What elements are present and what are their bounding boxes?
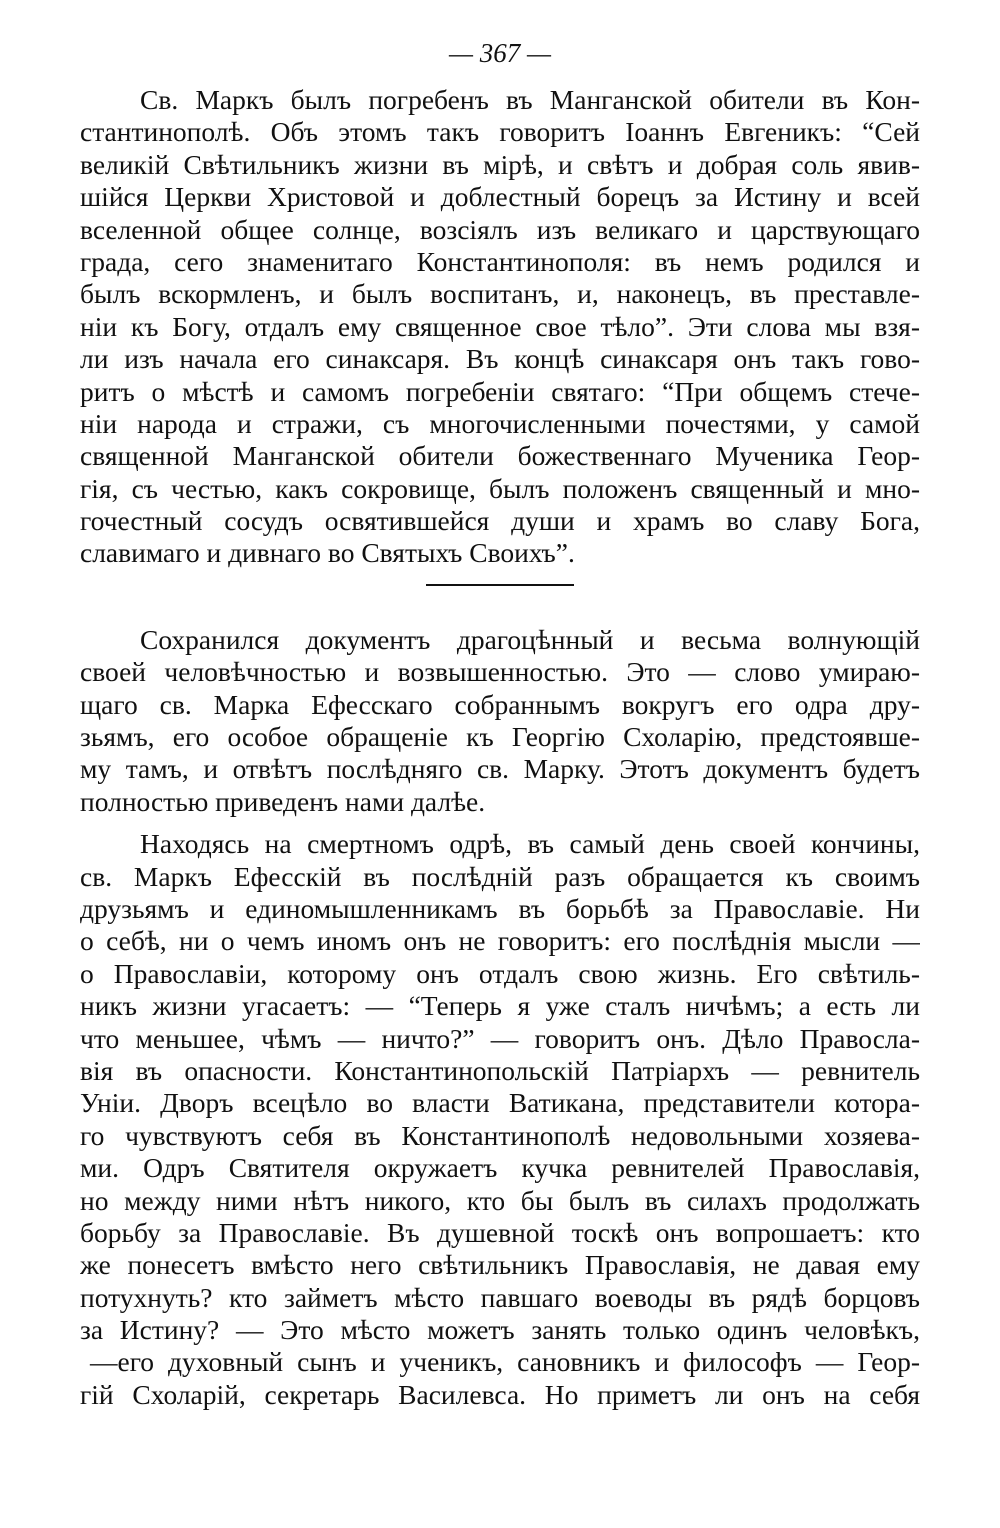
- text-line: никъ жизни угасаетъ: — “Теперь я уже сталъ ничѣмъ; а есть ли: [80, 990, 920, 1022]
- text-line: священной Манганской обители божественнаго Мученика Геор-: [80, 440, 920, 472]
- text-line: зьямъ, его особое обращеніе къ Георгію Схоларію, предстоявше-: [80, 721, 920, 753]
- text-line: ніи народа и стражи, съ многочисленными почестями, у самой: [80, 407, 920, 439]
- text-line: го чувствуютъ себя въ Константинополѣ недовольными хозяева-: [80, 1119, 920, 1151]
- text-line: св. Маркъ Ефесскій въ послѣдній разъ обращается къ своимъ: [80, 860, 920, 892]
- text-line: гій Схоларій, секретарь Василевса. Но приметъ ли онъ на себя: [80, 1378, 920, 1410]
- text-line: великій Свѣтильникъ жизни въ мірѣ, и свѣтъ и добрая соль явив-: [80, 148, 920, 180]
- text-line: друзьямъ и единомышленникамъ въ борьбѣ за Православіе. Ни: [80, 892, 920, 924]
- text-line: потухнуть? кто займетъ мѣсто павшаго воеводы въ рядѣ борцовъ: [80, 1281, 920, 1313]
- text-line: полностью приведенъ нами далѣе.: [80, 785, 486, 817]
- page-number: — 367 —: [448, 38, 551, 68]
- text-line: гія, съ честью, какъ сокровище, былъ положенъ священный и мно-: [80, 472, 920, 504]
- text-line: Сохранился документъ драгоцѣнный и весьма волнующій: [140, 623, 920, 655]
- text-line: за Истину? — Это мѣсто можетъ занять только одинъ человѣкъ,: [80, 1314, 920, 1346]
- text-line: Уніи. Дворъ всецѣло во власти Ватикана, представители которa-: [80, 1087, 920, 1119]
- text-line: гочестный сосудъ освятившейся души и храмъ во славу Бога,: [80, 505, 920, 537]
- text-line: но между ними нѣтъ никого, кто бы былъ въ силахъ продолжать: [80, 1184, 920, 1216]
- paragraph-burial: [80, 84, 920, 570]
- text-line: Св. Маркъ былъ погребенъ въ Манганской обители въ Кон-: [140, 84, 920, 115]
- text-line: о себѣ, ни о чемъ иномъ онъ не говоритъ: его послѣднія мысли —: [80, 925, 920, 957]
- paragraph-deathbed: [80, 828, 920, 1411]
- text-line: ли изъ начала его синаксаря. Въ концѣ синаксаря онъ такъ гово-: [80, 343, 920, 375]
- text-line: о Православіи, которому онъ отдалъ свою жизнь. Его свѣтиль-: [80, 957, 920, 989]
- text-line: славимаго и дивнаго во Святыхъ Своихъ”.: [80, 537, 575, 569]
- text-line: борьбу за Православіе. Въ душевной тоскѣ онъ вопрошаетъ: кто: [80, 1216, 920, 1248]
- text-line: щаго св. Марка Ефесскаго собраннымъ вокругъ его одра дру-: [80, 688, 920, 720]
- text-line: Находясь на смертномъ одрѣ, въ самый день своей кончины,: [140, 828, 920, 860]
- text-line: же понесетъ вмѣсто него свѣтильникъ Православія, не давая ему: [80, 1249, 920, 1281]
- text-line: ритъ о мѣстѣ и самомъ погребеніи святаго: “При общемъ стече-: [80, 375, 920, 407]
- text-line: вія въ опасности. Константинопольскій Патріархъ — ревнитель: [80, 1054, 920, 1086]
- text-line: своей человѣчностью и возвышенностью. Это — слово умираю-: [80, 656, 920, 688]
- text-line: вселенной общее солнце, возсіялъ изъ великаго и царствующаго: [80, 213, 920, 245]
- text-line: стантинополѣ. Объ этомъ такъ говоритъ Іоаннъ Евгеникъ: “Сей: [80, 116, 920, 148]
- text-line: града, сего знаменитаго Константинополя: въ немъ родился и: [80, 245, 920, 277]
- text-line: что меньшее, чѣмъ — ничто?” — говоритъ онъ. Дѣло Правосла-: [80, 1022, 920, 1054]
- text-line: —его духовный сынъ и ученикъ, сановникъ и философъ — Геор-: [90, 1346, 920, 1378]
- paragraph-document: [80, 624, 920, 818]
- text-line: шійся Церкви Христовой и доблестный борецъ за Истину и всей: [80, 181, 920, 213]
- paragraph-gap: [80, 818, 920, 828]
- book-page: [80, 36, 920, 1411]
- text-line: былъ вскормленъ, и былъ воспитанъ, и, наконецъ, въ преставле-: [80, 278, 920, 310]
- section-divider: [426, 584, 574, 586]
- text-line: ми. Одръ Святителя окружаетъ кучка ревнителей Православія,: [80, 1152, 920, 1184]
- text-line: ніи къ Богу, отдалъ ему священное свое тѣло”. Эти слова мы взя-: [80, 310, 920, 342]
- text-line: му тамъ, и отвѣтъ послѣдняго св. Марку. Этотъ документъ будетъ: [80, 753, 920, 785]
